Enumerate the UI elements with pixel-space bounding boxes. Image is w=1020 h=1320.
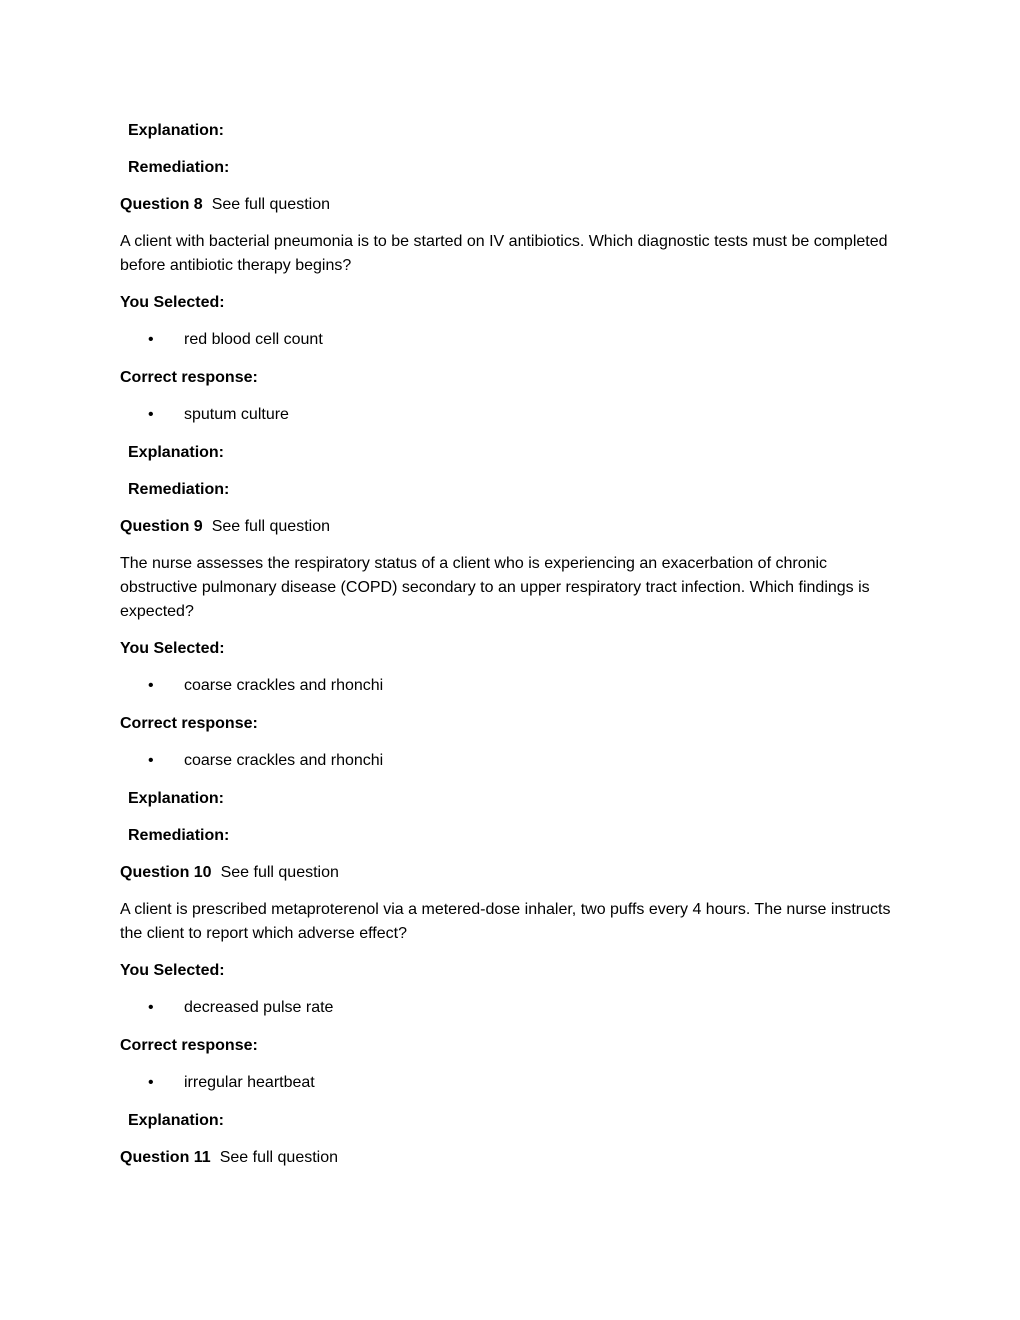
explanation-label: Explanation: [128, 1112, 225, 1129]
bullet-icon: • [148, 1074, 154, 1091]
selected-answer [120, 328, 900, 352]
explanation-label: Explanation: [128, 444, 225, 461]
bullet-icon: • [148, 677, 154, 694]
correct-answer [120, 1071, 900, 1095]
correct-answer [120, 403, 900, 427]
correct-answer-text: sputum culture [184, 406, 289, 423]
bullet-icon: • [148, 406, 154, 423]
remediation-label: Remediation: [128, 481, 230, 498]
question-number: Question 9 [120, 518, 203, 535]
correct-response-label: Correct response: [120, 369, 258, 386]
correct-answer [120, 749, 900, 773]
question-header [120, 193, 900, 217]
see-full-question-link[interactable]: See full question [211, 518, 330, 535]
document-page [120, 119, 900, 1183]
selected-answer [120, 996, 900, 1020]
you-selected-label: You Selected: [120, 962, 225, 979]
remediation-label: Remediation: [128, 159, 230, 176]
see-full-question-link[interactable]: See full question [211, 196, 330, 213]
selected-answer [120, 674, 900, 698]
bullet-icon: • [148, 752, 154, 769]
question-header [120, 861, 900, 885]
selected-answer-text: coarse crackles and rhonchi [184, 677, 384, 694]
question-number: Question 10 [120, 864, 212, 881]
question-text: A client is prescribed metaproterenol via a metered-dose inhaler, two puffs every 4 hours. The nurse instructs the client to report which adverse effect? [120, 901, 891, 942]
explanation-label: Explanation: [128, 122, 225, 139]
bullet-icon: • [148, 331, 154, 348]
question-header [120, 515, 900, 539]
question-header [120, 1146, 900, 1170]
see-full-question-link[interactable]: See full question [220, 864, 339, 881]
question-number: Question 11 [120, 1149, 211, 1166]
selected-answer-text: red blood cell count [184, 331, 323, 348]
correct-response-label: Correct response: [120, 715, 258, 732]
see-full-question-link[interactable]: See full question [219, 1149, 339, 1166]
selected-answer-text: decreased pulse rate [184, 999, 334, 1016]
correct-response-label: Correct response: [120, 1037, 258, 1054]
correct-answer-text: irregular heartbeat [184, 1074, 315, 1091]
you-selected-label: You Selected: [120, 640, 225, 657]
explanation-label: Explanation: [128, 790, 225, 807]
you-selected-label: You Selected: [120, 294, 225, 311]
question-text: The nurse assesses the respiratory status of a client who is experiencing an exacerbation of chronic obstructive pulmonary disease (COPD) secondary to an upper respiratory tract infection. Which findings is expected? [120, 555, 870, 620]
question-number: Question 8 [120, 196, 203, 213]
remediation-label: Remediation: [128, 827, 230, 844]
bullet-icon: • [148, 999, 154, 1016]
correct-answer-text: coarse crackles and rhonchi [184, 752, 384, 769]
question-text: A client with bacterial pneumonia is to be started on IV antibiotics. Which diagnostic tests must be completed before antibiotic therapy begins? [120, 233, 888, 274]
